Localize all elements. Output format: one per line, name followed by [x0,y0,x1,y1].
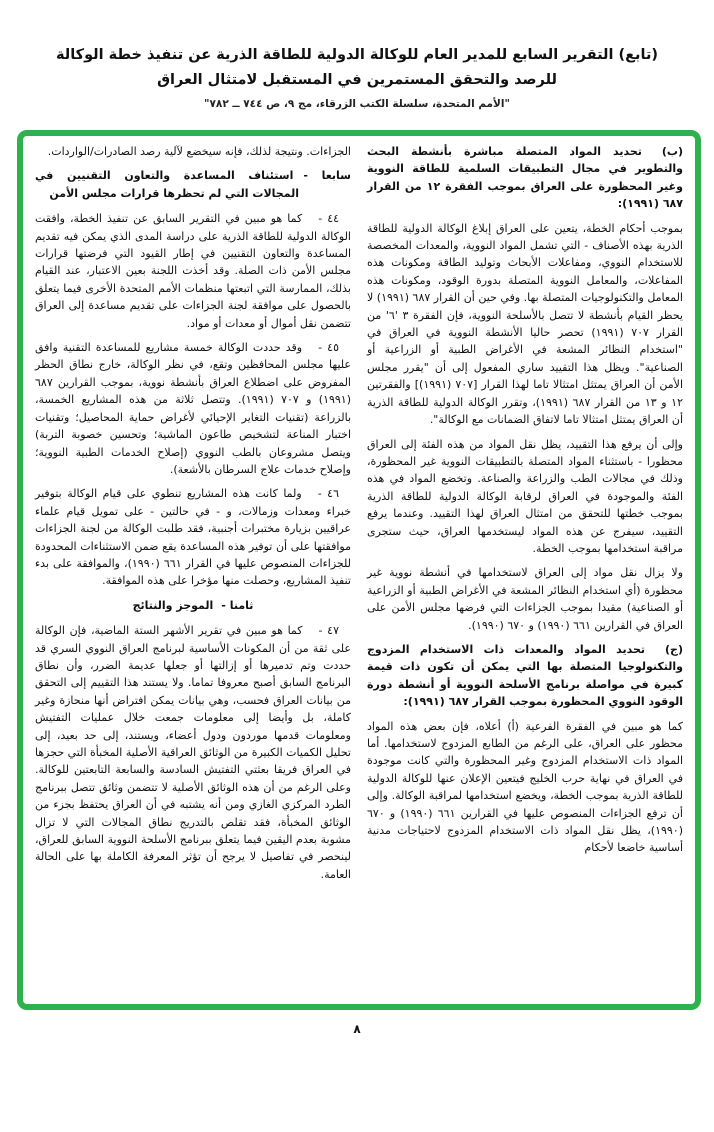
paragraph-number: ٤٤ - [318,212,340,226]
section-heading-eight [35,597,351,614]
section-heading-seven [35,167,351,202]
paragraph-47 [35,622,351,883]
paragraph-number: ٤٦ - [317,487,339,501]
section-title: الموجز والنتائج [132,598,214,612]
paragraph-number: ٤٧ - [318,624,339,638]
page-number: ٨ [353,1022,361,1036]
paragraph: ولا يزال نقل مواد إلى العراق لاستخدامها في أنشطة نووية غير محظورة (أي استخدام النظائر المشعة في الأغراض الطبية أو الزراعية أو الصناعية) مقيدا بموجب الجزاءات التي فرضها مجلس الأمن على العراق في القرارين ٦٦١ (١٩٩٠) و ٦٧٠ (١٩٩٠). [367,566,683,632]
paragraph-label: (ب) [661,145,683,158]
paragraph-text: تحديد المواد والمعدات ذات الاستخدام المزدوج والتكنولوجيا المتصلة بها التي يمكن أن تكون ذات قيمة كبيرة في مواصلة برنامج الأسلحة النووية أو أنشطة دورة الوقود النووي المحظورة بموجب القرار ٦٨٧ (١٩٩١): [367,642,683,709]
paragraph-44 [35,210,351,332]
paragraph-text: كما هو مبين في التقرير السابق عن تنفيذ الخطة، وافقت الوكالة الدولية للطاقة الذرية على دراسة المدى الذي يمكن فيه تقديم المساعدة والتعاون التقنيين في إطار القيود التي فرضتها قرارات مجلس الأمن ذات الصلة. وقد أخذت اللجنة بعين الاعتبار، عند القيام بذلك، الممارسة التي اتبعتها منظمات الأمم المتحدة الأخرى فيما يتعلق بالحصول على موافقة لجنة الجزاءات على تقديم مساعدة إلى العراق تتضمن نقل أموال أو معدات أو مواد. [35,212,351,330]
two-column-text-area [23,136,695,1004]
section-label: ثامنا - [221,598,254,612]
highlight-border-box [17,130,701,1010]
document-title-line2: للرصد والتحقق المستمرين في المستقبل لامتثال العراق [157,72,557,88]
document-title-line1: (تابع) التقرير السابع للمدير العام للوكالة الدولية للطاقة الذرية عن تنفيذ خطة الوكالة [55,47,659,63]
document-header [0,0,714,114]
document-source-citation: "الأمم المتحدة، سلسلة الكتب الزرقاء، مج ٩، ص ٧٤٤ ــ ٧٨٢" [204,98,510,110]
column-right [367,143,683,1002]
paragraph-item-c [367,641,683,711]
paragraph: كما هو مبين في الفقرة الفرعية (أ) أعلاه، فإن بعض هذه المواد محظور على العراق، على الرغم من الطابع المزدوج لاستخدامها. أما المواد ذات الاستخدام المزدوج وغير المحظورة والتي كانت موجودة في العراق في نهاية حرب الخليج فيتعين الإعلان عنها للوكالة الدولية للطاقة الذرية بموجب الخطة، ويخضع استخدامها لمراقبة الوكالة. وإلى أن ترفع الجزاءات المنصوص عليها في القرارين ٦٦١ (١٩٩٠) و ٦٧٠ (١٩٩٠)، يظل نقل المواد ذات الاستخدام المزدوج لاحتياجات مدنية أساسية خاضعا لأحكام [367,719,683,855]
column-left [35,143,351,1002]
paragraph-number: ٤٥ - [318,341,339,355]
paragraph-text: ولما كانت هذه المشاريع تنطوي على قيام الوكالة بتوفير خبراء ومعدات وزمالات، و - في حالتين - على تمويل قيام علماء عراقيين بزيارة مختبرات أجنبية، فقد طلبت الوكالة من لجنة الجزاءات موافقتها على أن توفير هذه المساعدة يقع ضمن الاستثناءات المحدودة للجزاءات المنصوص عليها في القرار ٦٦١ (١٩٩٠)، والموافقة على بدء تنفيذ المشاريع، وحصلت منها مؤخرا على هذه الموافقة. [35,487,351,588]
paragraph-text: تحديد المواد المتصلة مباشرة بأنشطة البحث والتطوير في مجال التطبيقات السلمية للطاقة النووية وغير المحظورة على العراق بموجب الفقرة ١٢ من القرار ٦٨٧ (١٩٩١): [367,145,683,211]
paragraph: وإلى أن يرفع هذا التقييد، يظل نقل المواد من هذه الفئة إلى العراق محظورا - باستثناء المواد المتصلة بالتطبيقات النووية غير المحظورة، وذلك في مجالات الطب والزراعة والصناعة. وتخضع المواد في هذه الفئة والموجودة في العراق لرقابة الوكالة الدولية للطاقة الذرية بموجب خطتها للتحقق من امتثال العراق لهذا التقييد. وعندما يرفع التقييد، سيفرج عن هذه المواد ليستخدمها العراق، حيث ستجرى مراقبة استخدامها بموجب الخطة. [367,437,683,555]
paragraph-item-b [367,143,683,213]
section-title: استئناف المساعدة والتعاون التقنيين في المجالات التي لم تحظرها قرارات مجلس الأمن [35,169,299,200]
paragraph-46 [35,485,351,589]
paragraph-45 [35,339,351,478]
paragraph: بموجب أحكام الخطة، يتعين على العراق إبلاغ الوكالة الدولية للطاقة الذرية بهذه الأصناف - التي تشمل المواد النووية، والمعدات المخصصة للاستخدام النووي، ومفاعلات الأبحاث وتوليد الطاقة ومكونات هذه المفاعلات، والمعامل النووية المتصلة بدورة الوقود، ومكونات هذه المعامل والتكنولوجيات المتصلة بها. وفي حين أن القرار ٦٨٧ (١٩٩١) لا يحظر القيام بأنشطة لا تتصل بالأسلحة النووية، فإن الفقرة ٣ '٦' من القرار ٧٠٧ (١٩٩١) تحصر حاليا الأنشطة النووية في العراق في "استخدام النظائر المشعة في الأغراض الطبية أو الزراعية أو الصناعية". ويظل هذا التقييد ساري المفعول إلى أن "يقرر مجلس الأمن أن العراق يمتثل امتثالا تاما لهذا القرار [٧٠٧ (١٩٩١)] والفقرتين ١٢ و ١٣ من القرار ٦٨٧ (١٩٩١)، وتقرر الوكالة الدولية للطاقة الذرية أن العراق يمتثل امتثالا تاما لاتفاق الضمانات مع الوكالة". [367,221,684,427]
paragraph: الجزاءات. ونتيجة لذلك، فإنه سيخضع لآلية رصد الصادرات/الواردات. [47,145,351,158]
paragraph-text: كما هو مبين في تقرير الأشهر الستة الماضية، فإن الوكالة على ثقة من أن المكونات الأساسية لبرنامج العراق النووي السري قد حددت وتم تدميرها أو إزالتها أو جعلها عديمة الضرر، وأن نطاق البرنامج السابق أصبح معروفا تماما. ولا يستند هذا التقييم إلى التحقق من بيانات العراق فحسب، وهي بيانات يمكن افتراض أنها منحازة وغير كاملة، بل وأيضا إلى معلومات جمعت خلال عمليات التفتيش ومعلومات قدمها موردون ودول أعضاء، ويستند، إلى حد بعيد، إلى تحليل الكميات الكبيرة من الوثائق العراقية الأصلية المخبأة التي حجزها في العراق فريقا بعثتي التفتيش السادسة والسابعة التابعتين للوكالة. وعلى الرغم من أن هذه الوثائق الأصلية لا تتضمن وثائق تتصل ببرنامج الطرد المركزي الغازي ومن أنه يشتبه في أن العراق يحتفظ بجزء من الوثائق المخبأة، فقد تقلص بالتدريج نطاق المجالات التي لا تزال مشوبة بعدم اليقين فيما يتعلق ببرنامج الأسلحة النووية السابق للعراق، لينحصر في تفاصيل لا يرجح أن تؤثر المعرفة الكاملة بها على الحالة العامة. [35,624,351,881]
paragraph-text: وقد حددت الوكالة خمسة مشاريع للمساعدة التقنية وافق عليها مجلس المحافظين وتقع، في نظر الوكالة، خارج نطاق الحظر المفروض على اضطلاع العراق بأنشطة نووية، بموجب القرارين ٦٨٧ (١٩٩١) و ٧٠٧ (١٩٩١). وتتصل ثلاثة من هذه المشاريع الخمسة، بالزراعة (تقنيات التغاير الإحيائي لأغراض حماية المحاصيل؛ وتقنيات اختبار المناعة لتشخيص طاعون الماشية؛ وتحسين خصوبة التربة) ويتصل مشروعان بالطب النووي (إصلاح الخدمات الطبية النووية؛ وإصلاح خدمات علاج السرطان بالأشعة). [35,341,351,476]
section-label: سابعا - [303,169,351,183]
paragraph-label: (ج) [665,642,683,656]
